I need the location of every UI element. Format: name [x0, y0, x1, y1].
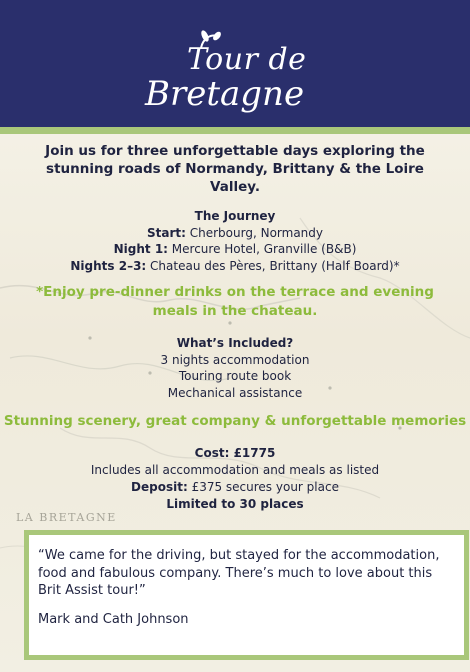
deposit-label: Deposit:: [131, 480, 188, 494]
main-content: [0, 142, 470, 513]
deposit-line: [0, 479, 470, 496]
nights23-value: Chateau des Pères, Brittany (Half Board)*: [146, 258, 400, 273]
start-value: Cherbourg, Normandy: [185, 225, 323, 240]
nights23-label: Nights 2–3:: [70, 258, 147, 273]
journey-nights23: [0, 258, 470, 275]
journey-section: [0, 208, 470, 274]
header-banner: [0, 0, 470, 127]
promo-text: *Enjoy pre-dinner drinks on the terrace and evening meals in the chateau.: [36, 284, 434, 319]
cost-section: [0, 445, 470, 513]
night1-label: Night 1:: [113, 242, 168, 256]
deposit-value: £375 secures your place: [187, 480, 339, 494]
night1-value: Mercure Hotel, Granville (B&B): [167, 242, 357, 256]
cost-note: Includes all accommodation and meals as listed: [90, 463, 380, 477]
included-heading: What’s Included?: [176, 336, 294, 350]
tour-de-bretagne-logo: [135, 40, 335, 120]
included-item: 3 nights accommodation: [160, 352, 310, 367]
start-label: Start:: [147, 225, 186, 240]
cost-label: Cost: £1775: [194, 446, 276, 460]
testimonial-quote: “We came for the driving, but stayed for the accommodation, food and fabulous company. There’s much to love about this Brit Assist tour!”: [38, 548, 440, 598]
logo-line-1: Tour de: [187, 42, 307, 77]
testimonial-author: Mark and Cath Johnson: [38, 611, 189, 627]
included-section: [0, 335, 470, 401]
included-item: Mechanical assistance: [167, 385, 303, 400]
included-item: Touring route book: [178, 369, 292, 383]
testimonial-box: [24, 530, 469, 660]
logo-line-2: Bretagne: [145, 74, 305, 114]
header-stripe: [0, 127, 470, 134]
journey-heading: The Journey: [194, 209, 276, 223]
limit-text: Limited to 30 places: [166, 497, 304, 511]
journey-night1: [0, 241, 470, 258]
intro-text: Join us for three unforgettable days exploring the stunning roads of Normandy, Brittany & the Loire Valley.: [45, 143, 425, 195]
tagline: Stunning scenery, great company & unforgettable memories: [3, 413, 467, 429]
map-label: LA BRETAGNE: [16, 511, 117, 524]
journey-start: [0, 225, 470, 242]
